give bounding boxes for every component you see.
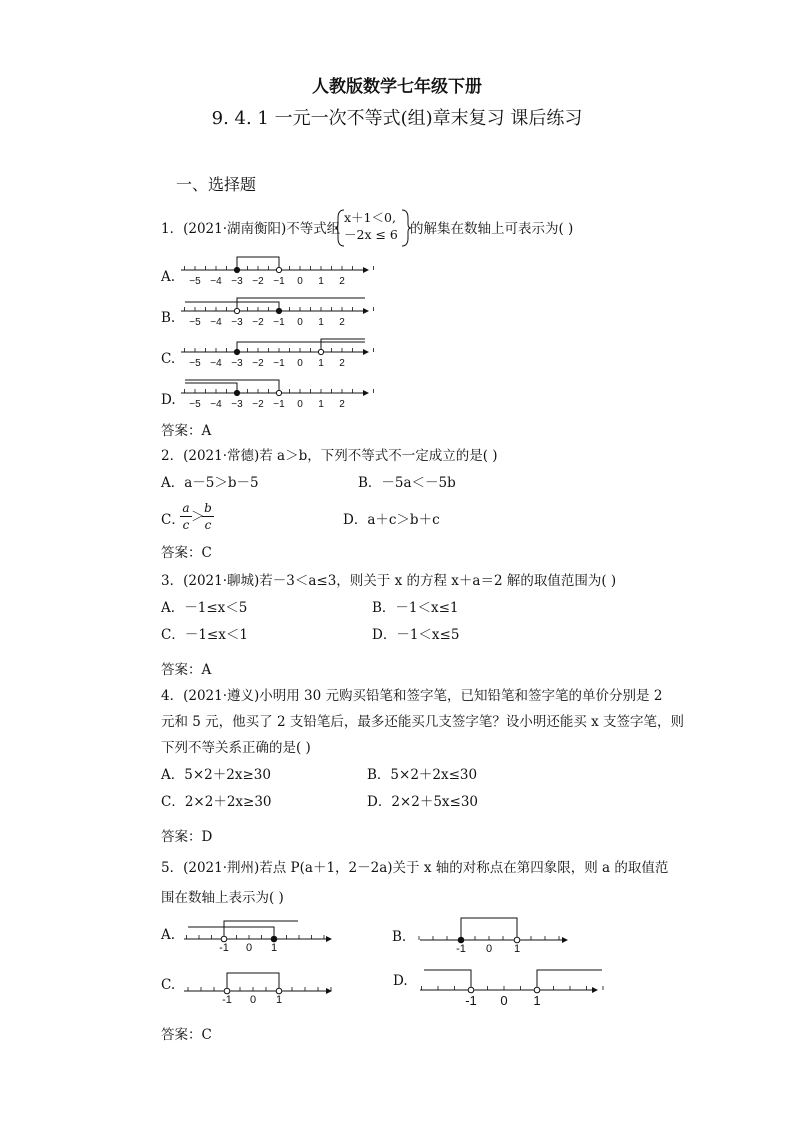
tick-label: 2 xyxy=(339,276,345,287)
q5-option-a-label: A. xyxy=(161,927,176,943)
q1-answer: 答案：A xyxy=(161,423,212,439)
q1-option-c-label: C. xyxy=(161,351,176,367)
solution-bracket xyxy=(185,383,237,393)
closed-endpoint xyxy=(271,936,277,942)
q2-option-d: D．a＋c＞b＋c xyxy=(343,512,440,528)
q4-stem-line3: 下列不等关系正确的是( ) xyxy=(161,740,311,756)
axis-arrow xyxy=(363,390,369,396)
tick-label: −4 xyxy=(210,276,222,287)
tick-label: −4 xyxy=(210,399,222,410)
q1-option-c-number-line xyxy=(175,332,375,370)
tick-label: −1 xyxy=(273,399,285,410)
q1-system-line2: －2x ≤ 6 xyxy=(344,227,398,242)
q3-option-b: B．－1＜x≤1 xyxy=(372,600,459,616)
tick-label: 1 xyxy=(318,317,324,328)
tick-label: 0 xyxy=(297,317,303,328)
tick-label: -1 xyxy=(222,994,232,1006)
tick-label: −3 xyxy=(231,358,243,369)
q2-option-c-operator: ＞ xyxy=(191,509,205,525)
q4-answer: 答案：D xyxy=(161,829,213,845)
q1-option-b-number-line xyxy=(175,291,375,329)
open-endpoint xyxy=(534,987,540,993)
open-endpoint xyxy=(318,349,323,354)
q3-option-a: A．－1≤x＜5 xyxy=(161,600,248,616)
q3-option-c: C．－1≤x＜1 xyxy=(161,627,248,643)
q1-option-d-number-line xyxy=(175,373,375,411)
closed-endpoint xyxy=(458,937,464,943)
q2-option-c-denominator-2: c xyxy=(204,518,212,532)
solution-bracket xyxy=(237,298,365,311)
tick-label: 0 xyxy=(500,993,508,1008)
tick-label: −1 xyxy=(273,317,285,328)
solution-bracket xyxy=(185,380,279,393)
axis-arrow xyxy=(562,937,568,943)
tick-label: −2 xyxy=(252,358,264,369)
q1-option-a-number-line xyxy=(175,250,375,288)
tick-label: −1 xyxy=(273,358,285,369)
tick-label: 1 xyxy=(318,399,324,410)
axis-arrow xyxy=(363,267,369,273)
axis-arrow xyxy=(592,987,598,993)
tick-label: −5 xyxy=(189,358,201,369)
tick-label: −2 xyxy=(252,399,264,410)
tick-label: −3 xyxy=(231,317,243,328)
solution-bracket xyxy=(185,302,279,311)
open-endpoint xyxy=(514,937,520,943)
open-endpoint xyxy=(234,308,239,313)
open-endpoint xyxy=(224,988,230,994)
q2-option-b: B．－5a＜－5b xyxy=(358,475,456,491)
q5-stem-line2: 围在数轴上表示为( ) xyxy=(161,890,284,906)
q3-option-d: D．－1＜x≤5 xyxy=(372,627,460,643)
open-endpoint xyxy=(221,936,227,942)
q4-stem-line2: 元和 5 元，他买了 2 支铅笔后，最多还能买几支签字笔？设小明还能买 x 支签字笔，则 xyxy=(161,714,685,730)
tick-label: 0 xyxy=(485,943,493,955)
tick-label: −4 xyxy=(210,358,222,369)
closed-endpoint xyxy=(276,308,281,313)
axis-arrow xyxy=(326,936,332,942)
tick-label: 0 xyxy=(249,994,257,1006)
tick-label: −5 xyxy=(189,317,201,328)
q1-system-line1: x＋1＜0, xyxy=(344,210,396,225)
q5-option-b-label: B. xyxy=(392,929,407,945)
axis-arrow xyxy=(363,308,369,314)
q2-answer: 答案：C xyxy=(161,545,212,561)
page-title: 人教版数学七年级下册 xyxy=(312,77,482,97)
q5-option-d-number-line xyxy=(412,966,612,1012)
q2-stem: 2．(2021·常德)若 a＞b，下列不等式不一定成立的是( ) xyxy=(161,448,498,464)
q2-option-c-numerator-2: b xyxy=(204,501,212,515)
tick-label: -1 xyxy=(456,943,466,955)
section-heading: 一、选择题 xyxy=(176,175,257,194)
closed-endpoint xyxy=(234,349,239,354)
tick-label: −1 xyxy=(273,276,285,287)
q1-option-d-label: D. xyxy=(161,392,176,408)
q5-option-a-number-line xyxy=(176,914,356,958)
axis-arrow xyxy=(363,349,369,355)
open-endpoint xyxy=(276,267,281,272)
q2-option-c-numerator-1: a xyxy=(182,501,190,515)
tick-label: 0 xyxy=(245,942,253,954)
tick-label: 1 xyxy=(270,942,278,954)
tick-label: −2 xyxy=(252,276,264,287)
open-endpoint xyxy=(468,987,474,993)
q5-option-c-label: C. xyxy=(161,977,176,993)
q4-stem-line1: 4．(2021·遵义)小明用 30 元购买铅笔和签字笔，已知铅笔和签字笔的单价分别是 2 xyxy=(161,688,663,704)
tick-label: 0 xyxy=(297,399,303,410)
q5-answer: 答案：C xyxy=(161,1027,212,1043)
tick-label: −3 xyxy=(231,399,243,410)
q5-option-c-number-line xyxy=(176,966,356,1010)
q2-option-c-label: C． xyxy=(161,512,185,528)
tick-label: 2 xyxy=(339,399,345,410)
open-endpoint xyxy=(276,988,282,994)
tick-label: −4 xyxy=(210,317,222,328)
tick-label: -1 xyxy=(219,942,229,954)
closed-endpoint xyxy=(234,267,239,272)
tick-label: 1 xyxy=(318,276,324,287)
q4-option-c: C．2×2＋2x≥30 xyxy=(161,794,272,810)
tick-label: 1 xyxy=(275,994,283,1006)
q1-suffix: 的解集在数轴上可表示为( ) xyxy=(410,221,574,237)
solution-bracket xyxy=(237,342,365,352)
solution-bracket xyxy=(424,970,471,990)
q4-option-b: B．5×2＋2x≤30 xyxy=(367,767,478,783)
open-endpoint xyxy=(276,390,281,395)
tick-label: −5 xyxy=(189,399,201,410)
tick-label: 0 xyxy=(297,276,303,287)
q3-answer: 答案：A xyxy=(161,662,212,678)
q1-option-b-label: B. xyxy=(161,310,176,326)
tick-label: 2 xyxy=(339,317,345,328)
q2-option-a: A．a－5＞b－5 xyxy=(161,475,259,491)
q5-option-d-label: D. xyxy=(393,973,408,989)
tick-label: 2 xyxy=(339,358,345,369)
tick-label: 0 xyxy=(297,358,303,369)
tick-label: 1 xyxy=(513,943,521,955)
q4-option-d: D．2×2＋5x≤30 xyxy=(367,794,479,810)
tick-label: -1 xyxy=(465,993,477,1008)
q1-option-a-label: A. xyxy=(161,269,176,285)
tick-label: −3 xyxy=(231,276,243,287)
q4-option-a: A．5×2＋2x≥30 xyxy=(161,767,271,783)
tick-label: −2 xyxy=(252,317,264,328)
q3-stem: 3．(2021·聊城)若－3＜a≤3，则关于 x 的方程 x＋a＝2 解的取值范围为( ) xyxy=(161,573,617,589)
tick-label: −5 xyxy=(189,276,201,287)
page-subtitle: 9. 4. 1 一元一次不等式(组)章末复习 课后练习 xyxy=(211,108,583,129)
q1-prefix: 1．(2021·湖南衡阳)不等式组 xyxy=(161,221,341,237)
solution-bracket xyxy=(537,970,602,990)
tick-label: 1 xyxy=(318,358,324,369)
q2-option-c-denominator-1: c xyxy=(182,518,190,532)
q5-stem-line1: 5．(2021·荆州)若点 P(a＋1，2－2a)关于 x 轴的对称点在第四象限，则 a 的取值范 xyxy=(161,860,669,876)
q5-option-b-number-line xyxy=(412,912,592,958)
q2-option-c-fraction-bar-2 xyxy=(202,516,214,517)
closed-endpoint xyxy=(234,390,239,395)
tick-label: 1 xyxy=(533,993,541,1008)
solution-bracket xyxy=(321,339,365,352)
